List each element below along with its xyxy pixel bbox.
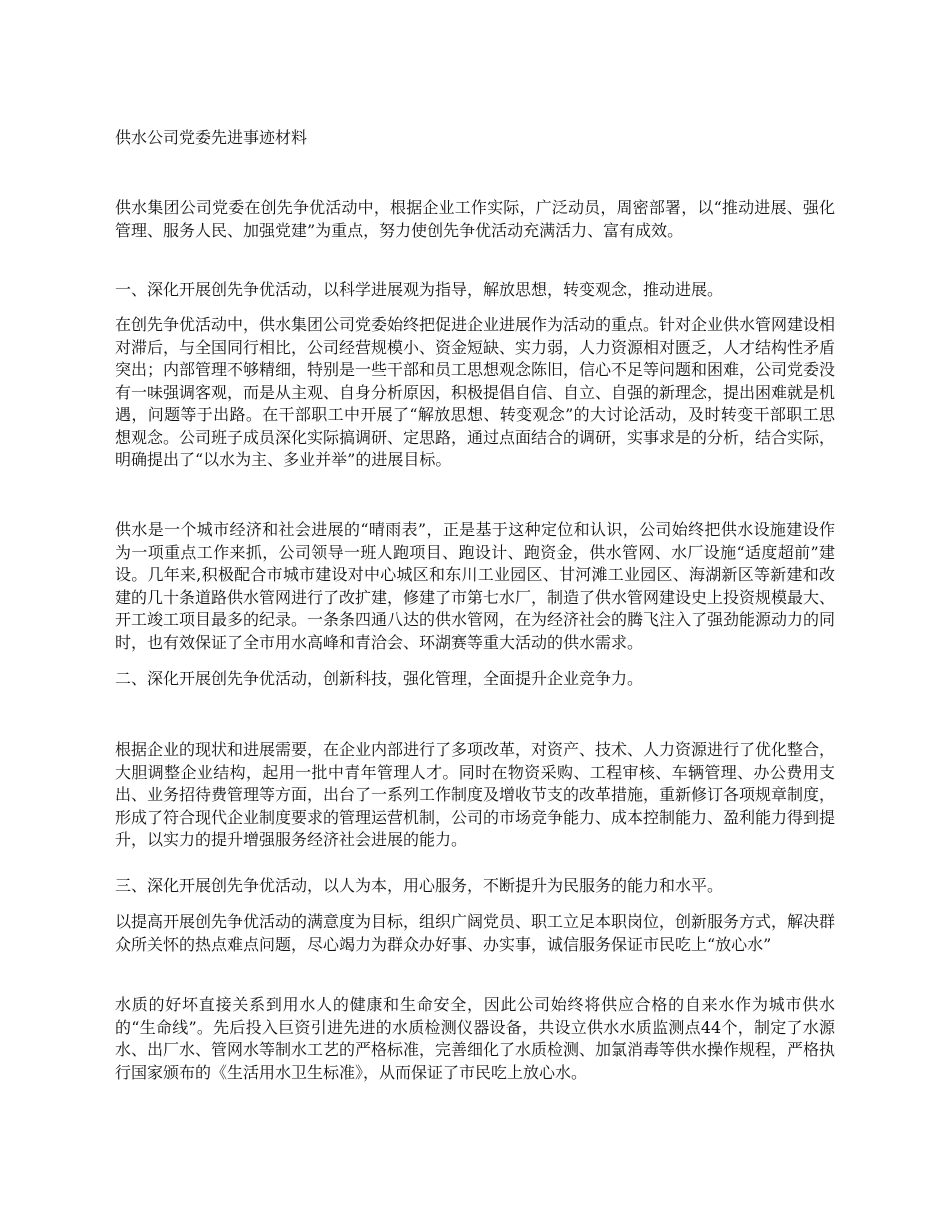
document-title: 供水公司党委先进事迹材料 (115, 128, 308, 147)
section-heading-3: 三、深化开展创先争优活动，以人为本，用心服务，不断提升为民服务的能力和水平。 (115, 876, 724, 895)
paragraph-section-2: 根据企业的现状和进展需要，在企业内部进行了多项改革，对资产、技术、人力资源进行了优化整合，大胆调整企业结构，起用一批中青年管理人才。同时在物资采购、工程审核、车辆管理、办公费用支出、业务招待费管理等方面，出台了一系列工作制度及增收节支的改革措施，重新修订各项规章制度，形成了符合现代企业制度要求的管理运营机制，公司的市场竞争能力、成本控制能力、盈利能力得到提升，以实力的提升增强服务经济社会进展的能力。 (115, 740, 836, 849)
paragraph-section-1-a: 在创先争优活动中，供水集团公司党委始终把促进企业进展作为活动的重点。针对企业供水管网建设相对滞后，与全国同行相比，公司经营规模小、资金短缺、实力弱，人力资源相对匮乏，人才结构性矛盾突出；内部管理不够精细，特别是一些干部和员工思想观念陈旧，信心不足等问题和困难，公司党委没有一味强调客观，而是从主观、自身分析原因，积极提倡自信、自立、自强的新理念，提出困难就是机遇，问题等于出路。在干部职工中开展了“解放思想、转变观念”的大讨论活动，及时转变干部职工思想观念。公司班子成员深化实际搞调研、定思路，通过点面结合的调研，实事求是的分析，结合实际，明确提出了“以水为主、多业并举”的进展目标。 (115, 315, 836, 469)
paragraph-intro: 供水集团公司党委在创先争优活动中，根据企业工作实际，广泛动员，周密部署，以“推动进展、强化管理、服务人民、加强党建”为重点，努力使创先争优活动充满活力、富有成效。 (115, 198, 835, 240)
section-heading-2: 二、深化开展创先争优活动，创新科技，强化管理，全面提升企业竞争力。 (115, 669, 644, 688)
section-heading-1: 一、深化开展创先争优活动，以科学进展观为指导，解放思想，转变观念，推动进展。 (115, 280, 724, 299)
paragraph-section-3-b: 水质的好坏直接关系到用水人的健康和生命安全，因此公司始终将供应合格的自来水作为城市供水的“生命线”。先后投入巨资引进先进的水质检测仪器设备，共设立供水水质监测点44个，制定了水源水、出厂水、管网水等制水工艺的严格标准，完善细化了水质检测、加氯消毒等供水操作规程，严格执行国家颁布的《生活用水卫生标准》，从而保证了市民吃上放心水。 (115, 995, 836, 1082)
paragraph-section-1-b: 供水是一个城市经济和社会进展的“晴雨表”，正是基于这种定位和认识，公司始终把供水设施建设作为一项重点工作来抓，公司领导一班人跑项目、跑设计、跑资金，供水管网、水厂设施“适度超前”建设。几年来,积极配合市城市建设对中心城区和东川工业园区、甘河滩工业园区、海湖新区等新建和改建的几十条道路供水管网进行了改扩建，修建了市第七水厂，制造了供水管网建设史上投资规模最大、开工竣工项目最多的纪录。一条条四通八达的供水管网，在为经济社会的腾飞注入了强劲能源动力的同时，也有效保证了全市用水高峰和青洽会、环湖赛等重大活动的供水需求。 (115, 520, 836, 652)
paragraph-section-3-a: 以提高开展创先争优活动的满意度为目标，组织广阔党员、职工立足本职岗位，创新服务方式，解决群众所关怀的热点难点问题，尽心竭力为群众办好事、办实事，诚信服务保证市民吃上“放心水” (115, 912, 836, 954)
